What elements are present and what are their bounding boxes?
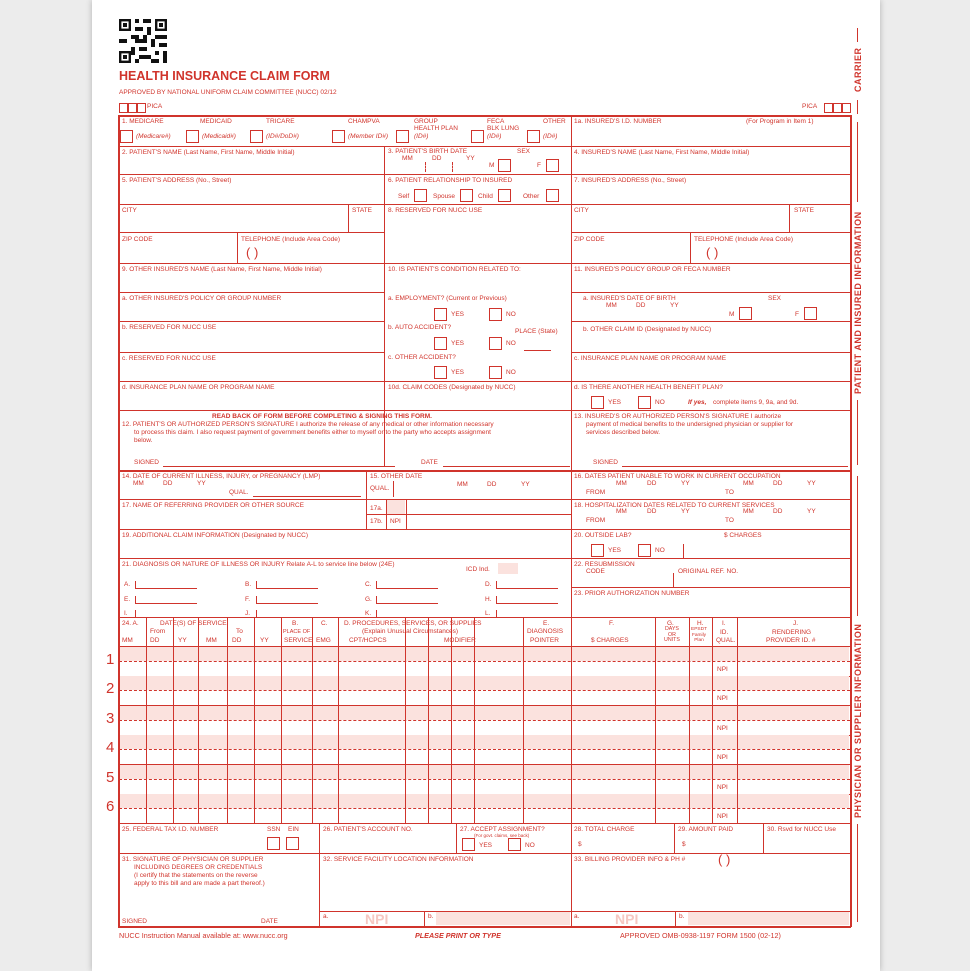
box10a-label: a. EMPLOYMENT? (Current or Previous) <box>388 295 507 302</box>
service-line-number: 3 <box>106 709 115 727</box>
box31-text-3: (I certify that the statements on the reverse <box>134 872 258 879</box>
box12-text-3: below. <box>134 437 153 444</box>
signed-label: SIGNED <box>134 459 159 466</box>
dd-label: DD <box>150 637 160 644</box>
diagnosis-label: DIAGNOSIS <box>527 628 564 635</box>
box12-text-2: to process this claim. I also request payment of government benefits either to myself or to the party who accepts assignment <box>134 429 491 436</box>
service-label: SERVICE <box>284 637 313 644</box>
yy-label: YY <box>466 155 475 162</box>
box13-text-1: 13. INSURED'S OR AUTHORIZED PERSON'S SIGNATURE I authorize <box>574 413 782 420</box>
charges-label: $ CHARGES <box>724 532 762 539</box>
other-rel-label: Other <box>523 193 540 200</box>
zip-label: ZIP CODE <box>122 236 153 243</box>
yes-label: YES <box>608 547 622 554</box>
provider-id-label: PROVIDER ID. # <box>766 637 816 644</box>
box31-text-1: 31. SIGNATURE OF PHYSICIAN OR SUPPLIER <box>122 856 264 863</box>
box14-label: 14. DATE OF CURRENT ILLNESS, INJURY, or PREGNANCY (LMP) <box>122 473 321 480</box>
feca-id-label: (ID#) <box>487 133 502 140</box>
box2-label: 2. PATIENT'S NAME (Last Name, First Name, Middle Initial) <box>122 149 295 156</box>
service-line-shaded-provider[interactable] <box>738 765 849 779</box>
box31-text-4: apply to this bill and are made a part thereof.) <box>134 880 265 887</box>
dollar-sign: $ <box>682 841 686 848</box>
yes-label: YES <box>451 369 465 376</box>
a-label: a. <box>323 913 329 920</box>
box24a-label: 24. A. <box>122 620 139 627</box>
box3-sex: SEX <box>517 148 531 155</box>
box9-label: 9. OTHER INSURED'S NAME (Last Name, First Name, Middle Initial) <box>122 266 322 273</box>
mm-label: MM <box>457 481 468 488</box>
diagnosis-letter: B. <box>245 581 252 588</box>
box13-text-2: payment of medical benefits to the undersigned physician or supplier for <box>586 421 794 428</box>
dd-label: DD <box>647 508 657 515</box>
dd-label: DD <box>773 508 783 515</box>
champva-id-label: (Member ID#) <box>348 133 389 140</box>
no-label: NO <box>525 842 535 849</box>
medicaid-id-label: (Medicaid#) <box>202 133 236 140</box>
group-checkbox[interactable] <box>396 130 409 143</box>
tel-label-2: TELEPHONE (Include Area Code) <box>694 236 793 243</box>
cpt-label: CPT/HCPCS <box>349 637 387 644</box>
yy-label: YY <box>807 508 816 515</box>
auto-no-checkbox[interactable] <box>489 337 502 350</box>
mm-label: MM <box>616 480 627 487</box>
tricare-id-label: (ID#/DoD#) <box>266 133 299 140</box>
employment-yes-checkbox[interactable] <box>434 308 447 321</box>
diagnosis-letter: E. <box>124 596 131 603</box>
dd-label: DD <box>647 480 657 487</box>
diagnosis-field[interactable] <box>496 603 558 604</box>
mm-label: MM <box>206 637 217 644</box>
ein-checkbox[interactable] <box>286 837 299 850</box>
box16-label: 16. DATES PATIENT UNABLE TO WORK IN CURRENT OCCUPATION <box>574 473 781 480</box>
box15-label: 15. OTHER DATE <box>370 473 423 480</box>
service-line-npi: NPI <box>717 666 728 673</box>
box28-label: 28. TOTAL CHARGE <box>574 826 635 833</box>
f-charges-label: $ CHARGES <box>591 637 629 644</box>
auto-yes-checkbox[interactable] <box>434 337 447 350</box>
pica-box[interactable] <box>137 103 146 113</box>
yy-label: YY <box>807 480 816 487</box>
yy-label: YY <box>670 302 679 309</box>
box24f-label: F. <box>609 620 615 627</box>
yy-label: YY <box>681 508 690 515</box>
service-line-number: 4 <box>106 739 115 757</box>
box1-feca: FECA <box>487 118 505 125</box>
box7-label: 7. INSURED'S ADDRESS (No., Street) <box>574 177 687 184</box>
group-id-label: (ID#) <box>414 133 429 140</box>
from-label: FROM <box>586 517 606 524</box>
dd-label: DD <box>487 481 497 488</box>
accept-yes-checkbox[interactable] <box>462 838 475 851</box>
box11-label: 11. INSURED'S POLICY GROUP OR FECA NUMBER <box>574 266 731 273</box>
side-label-carrier: CARRIER <box>853 47 863 92</box>
mm-label: MM <box>133 480 144 487</box>
service-line-npi: NPI <box>717 813 728 820</box>
box11b-label: b. OTHER CLAIM ID (Designated by NUCC) <box>583 326 712 333</box>
days-units-label: DAYS OR UNITS <box>664 626 680 643</box>
yy-label: YY <box>681 480 690 487</box>
to-label: TO <box>725 517 734 524</box>
spouse-checkbox[interactable] <box>460 189 473 202</box>
box24c-label: C. <box>321 620 328 627</box>
spouse-label: Spouse <box>433 193 456 200</box>
box1-other: OTHER <box>543 118 566 125</box>
service-line-number: 5 <box>106 768 115 786</box>
dollar-sign: $ <box>578 841 582 848</box>
box1-champva: CHAMPVA <box>348 118 380 125</box>
no-label: NO <box>506 340 516 347</box>
qual-label-2: QUAL. <box>370 485 390 492</box>
box19-label: 19. ADDITIONAL CLAIM INFORMATION (Designated by NUCC) <box>122 532 309 539</box>
dd-label: DD <box>636 302 646 309</box>
side-label-patient: PATIENT AND INSURED INFORMATION <box>853 211 863 394</box>
ssn-label: SSN <box>267 826 281 833</box>
box17-label: 17. NAME OF REFERRING PROVIDER OR OTHER SOURCE <box>122 502 305 509</box>
npi-watermark-2: NPI <box>615 911 639 927</box>
box23-label: 23. PRIOR AUTHORIZATION NUMBER <box>574 590 690 597</box>
state-label: STATE <box>352 207 372 214</box>
mm-label: MM <box>402 155 413 162</box>
other-plan-yes-checkbox[interactable] <box>591 396 604 409</box>
ssn-checkbox[interactable] <box>267 837 280 850</box>
service-line-shaded-provider[interactable] <box>738 706 849 720</box>
yes-label: YES <box>479 842 493 849</box>
pica-box[interactable] <box>842 103 851 113</box>
area-code-parens: ( ) <box>246 245 259 260</box>
state-label-2: STATE <box>794 207 814 214</box>
diagnosis-letter: J. <box>245 610 251 617</box>
box24d-note: (Explain Unusual Circumstances) <box>362 628 459 635</box>
original-ref-label: ORIGINAL REF. NO. <box>678 568 739 575</box>
pica-box[interactable] <box>833 103 842 113</box>
f-label: F <box>537 162 541 169</box>
yes-label: YES <box>451 340 465 347</box>
child-label: Child <box>478 193 493 200</box>
diagnosis-letter: C. <box>365 581 372 588</box>
mm-label: MM <box>743 480 754 487</box>
qr-code-icon <box>119 19 167 63</box>
ein-label: EIN <box>288 826 299 833</box>
id-qual-label: QUAL. <box>716 637 736 644</box>
box26-label: 26. PATIENT'S ACCOUNT NO. <box>323 826 413 833</box>
box17b-label: 17b. <box>370 518 383 525</box>
box24b-label: B. <box>292 620 299 627</box>
signed-label-3: SIGNED <box>122 918 147 925</box>
box11d-label: d. IS THERE ANOTHER HEALTH BENEFIT PLAN? <box>574 384 723 391</box>
box25-label: 25. FEDERAL TAX I.D. NUMBER <box>122 826 219 833</box>
pica-box[interactable] <box>119 103 128 113</box>
diagnosis-letter: G. <box>365 596 372 603</box>
from-col-label: From <box>150 628 166 635</box>
pica-left-label: PICA <box>147 103 163 110</box>
a-label-2: a. <box>574 913 580 920</box>
dd-label: DD <box>232 637 242 644</box>
medicare-checkbox[interactable] <box>120 130 133 143</box>
zip-label-2: ZIP CODE <box>574 236 605 243</box>
diagnosis-letter: A. <box>124 581 131 588</box>
box8-label: 8. RESERVED FOR NUCC USE <box>388 207 483 214</box>
id-label: ID. <box>720 629 729 636</box>
diagnosis-field[interactable] <box>496 588 558 589</box>
to-label: TO <box>725 489 734 496</box>
box1-feca-blk: BLK LUNG <box>487 125 520 132</box>
other-accident-yes-checkbox[interactable] <box>434 366 447 379</box>
box22-label: 22. RESUBMISSION <box>574 561 635 568</box>
patient-sex-f-checkbox[interactable] <box>546 159 559 172</box>
accept-no-checkbox[interactable] <box>508 838 521 851</box>
yy-label: YY <box>178 637 187 644</box>
box1a-label: 1a. INSURED'S I.D. NUMBER <box>574 118 662 125</box>
city-label-2: CITY <box>574 207 589 214</box>
other-plan-no-checkbox[interactable] <box>638 396 651 409</box>
if-yes-note: complete items 9, 9a, and 9d. <box>713 399 799 406</box>
box20-label: 20. OUTSIDE LAB? <box>574 532 632 539</box>
box33-label: 33. BILLING PROVIDER INFO & PH # <box>574 856 686 863</box>
box21-label: 21. DIAGNOSIS OR NATURE OF ILLNESS OR INJURY Relate A-L to service line below (24E) <box>122 561 395 568</box>
place-state-label: PLACE (State) <box>515 328 558 335</box>
diagnosis-field[interactable] <box>256 588 318 589</box>
insured-sex-m-checkbox[interactable] <box>739 307 752 320</box>
champva-checkbox[interactable] <box>332 130 345 143</box>
box27-note: (For govt. claims, see back) <box>474 833 530 838</box>
epsdt-label: EPSDT Family Plan <box>691 627 707 643</box>
box3-label: 3. PATIENT'S BIRTH DATE <box>388 148 468 155</box>
employment-no-checkbox[interactable] <box>489 308 502 321</box>
pica-box[interactable] <box>128 103 137 113</box>
box9d-label: d. INSURANCE PLAN NAME OR PROGRAM NAME <box>122 384 275 391</box>
yes-label: YES <box>608 399 622 406</box>
f-label-2: F <box>795 311 799 318</box>
medicaid-checkbox[interactable] <box>186 130 199 143</box>
self-label: Self <box>398 193 410 200</box>
box30-label: 30. Rsvd for NUCC Use <box>767 826 836 833</box>
diagnosis-letter: H. <box>485 596 492 603</box>
city-label: CITY <box>122 207 137 214</box>
sex-label-2: SEX <box>768 295 782 302</box>
box13-text-3: services described below. <box>586 429 661 436</box>
box1-group-health: HEALTH PLAN <box>414 125 458 132</box>
diagnosis-letter: I. <box>124 610 128 617</box>
diagnosis-field[interactable] <box>135 588 197 589</box>
service-line-shaded-provider[interactable] <box>738 735 849 749</box>
other-rel-checkbox[interactable] <box>546 189 559 202</box>
form-title: HEALTH INSURANCE CLAIM FORM <box>119 69 330 83</box>
m-label: M <box>489 162 495 169</box>
area-code-parens-3: ( ) <box>718 852 731 867</box>
box10-label: 10. IS PATIENT'S CONDITION RELATED TO: <box>388 266 521 273</box>
box11c-label: c. INSURANCE PLAN NAME OR PROGRAM NAME <box>574 355 727 362</box>
npi-watermark: NPI <box>365 911 389 927</box>
diagnosis-letter: D. <box>485 581 492 588</box>
diagnosis-letter: L. <box>485 610 491 617</box>
mm-label: MM <box>122 637 133 644</box>
pointer-label: POINTER <box>530 637 559 644</box>
service-line-npi: NPI <box>717 724 728 732</box>
yy-label: YY <box>197 480 206 487</box>
dates-of-service-label: DATE(S) OF SERVICE <box>160 620 227 627</box>
service-line-number: 1 <box>106 651 115 668</box>
mm-label: MM <box>743 508 754 515</box>
box10c-label: c. OTHER ACCIDENT? <box>388 354 456 361</box>
rendering-label: RENDERING <box>772 629 812 636</box>
diagnosis-field[interactable] <box>376 603 438 604</box>
box18-label: 18. HOSPITALIZATION DATES RELATED TO CURRENT SERVICES <box>574 502 775 509</box>
service-line-shaded-provider[interactable] <box>738 794 849 808</box>
box6-label: 6. PATIENT RELATIONSHIP TO INSURED <box>388 177 513 184</box>
box24g-label: G. <box>667 620 674 627</box>
service-line-npi: NPI <box>717 783 728 791</box>
pica-box[interactable] <box>824 103 833 113</box>
self-checkbox[interactable] <box>414 189 427 202</box>
box17a-label: 17a. <box>370 505 383 512</box>
omb-approval: APPROVED OMB-0938-1197 FORM 1500 (02-12) <box>620 931 781 940</box>
diagnosis-letter: K. <box>365 610 372 617</box>
service-line-shaded-provider[interactable] <box>738 676 849 690</box>
date-label-3: DATE <box>261 918 278 925</box>
box9b-label: b. RESERVED FOR NUCC USE <box>122 324 217 331</box>
box12-text-1: 12. PATIENT'S OR AUTHORIZED PERSON'S SIGNATURE I authorize the release of any medical or other information necessary <box>122 421 494 428</box>
box24h-label: H. <box>697 620 704 627</box>
nucc-manual-note: NUCC Instruction Manual available at: www.nucc.org <box>119 931 288 940</box>
qual-label: QUAL. <box>229 489 249 496</box>
signed-label-2: SIGNED <box>593 459 618 466</box>
diagnosis-field[interactable] <box>135 603 197 604</box>
date-label: DATE <box>421 459 438 466</box>
no-label: NO <box>506 311 516 318</box>
tel-label: TELEPHONE (Include Area Code) <box>241 236 340 243</box>
read-back-notice: READ BACK OF FORM BEFORE COMPLETING & SIGNING THIS FORM. <box>212 413 432 420</box>
child-checkbox[interactable] <box>498 189 511 202</box>
b-label-2: b. <box>679 913 685 920</box>
box1-tricare: TRICARE <box>266 118 295 125</box>
box10b-label: b. AUTO ACCIDENT? <box>388 324 452 331</box>
code-label: CODE <box>586 568 605 575</box>
npi-label: NPI <box>390 518 401 525</box>
box27-label: 27. ACCEPT ASSIGNMENT? <box>460 826 545 833</box>
box10d-label: 10d. CLAIM CODES (Designated by NUCC) <box>388 384 516 391</box>
other-accident-no-checkbox[interactable] <box>489 366 502 379</box>
mm-label: MM <box>616 508 627 515</box>
service-line-npi: NPI <box>717 754 728 762</box>
box9a-label: a. OTHER INSURED'S POLICY OR GROUP NUMBER <box>122 295 282 302</box>
no-label: NO <box>655 399 665 406</box>
mm-label: MM <box>606 302 617 309</box>
diagnosis-field[interactable] <box>376 588 438 589</box>
if-yes-label: If yes, <box>688 399 707 406</box>
dd-label: DD <box>773 480 783 487</box>
outside-lab-no-checkbox[interactable] <box>638 544 651 557</box>
box4-label: 4. INSURED'S NAME (Last Name, First Name, Middle Initial) <box>574 149 750 156</box>
diagnosis-letter: F. <box>245 596 251 603</box>
dd-label: DD <box>163 480 173 487</box>
icd-ind-label: ICD Ind. <box>466 566 490 573</box>
approval-line: APPROVED BY NATIONAL UNIFORM CLAIM COMMITTEE (NUCC) 02/12 <box>119 89 337 96</box>
box1-medicare: 1. MEDICARE <box>122 118 164 125</box>
diagnosis-field[interactable] <box>256 603 318 604</box>
insured-sex-f-checkbox[interactable] <box>804 307 817 320</box>
service-line-npi: NPI <box>717 695 728 703</box>
outside-lab-yes-checkbox[interactable] <box>591 544 604 557</box>
box24e-label: E. <box>543 620 550 627</box>
box24d-label: D. PROCEDURES, SERVICES, OR SUPPLIES <box>344 620 482 627</box>
box11a-label: a. INSURED'S DATE OF BIRTH <box>583 295 676 302</box>
box1a-note: (For Program in Item 1) <box>746 118 814 125</box>
print-type-note: PLEASE PRINT OR TYPE <box>415 931 501 940</box>
modifier-label: MODIFIER <box>444 637 476 644</box>
box32-label: 32. SERVICE FACILITY LOCATION INFORMATION <box>323 856 474 863</box>
box9c-label: c. RESERVED FOR NUCC USE <box>122 355 216 362</box>
area-code-parens-2: ( ) <box>706 245 719 260</box>
m-label-2: M <box>729 311 735 318</box>
service-line-number: 2 <box>106 680 115 698</box>
box1-medicaid: MEDICAID <box>200 118 232 125</box>
other-id-label: (ID#) <box>543 133 558 140</box>
side-label-physician: PHYSICIAN OR SUPPLIER INFORMATION <box>853 623 863 818</box>
no-label: NO <box>655 547 665 554</box>
to-col-label: To <box>236 628 243 635</box>
box29-label: 29. AMOUNT PAID <box>678 826 734 833</box>
other-checkbox[interactable] <box>527 130 540 143</box>
feca-checkbox[interactable] <box>471 130 484 143</box>
yy-label: YY <box>260 637 269 644</box>
box5-label: 5. PATIENT'S ADDRESS (No., Street) <box>122 177 232 184</box>
from-label: FROM <box>586 489 606 496</box>
box24j-label: J. <box>793 620 799 627</box>
emg-label: EMG <box>316 637 331 644</box>
box1-group: GROUP <box>414 118 438 125</box>
place-of-label: PLACE OF <box>283 629 311 635</box>
yes-label: YES <box>451 311 465 318</box>
box31-text-2: INCLUDING DEGREES OR CREDENTIALS <box>134 864 263 871</box>
service-line-shaded-provider[interactable] <box>738 647 849 661</box>
patient-sex-m-checkbox[interactable] <box>498 159 511 172</box>
no-label: NO <box>506 369 516 376</box>
tricare-checkbox[interactable] <box>250 130 263 143</box>
medicare-id-label: (Medicare#) <box>136 133 171 140</box>
service-line-number: 6 <box>106 798 115 815</box>
b-label: b. <box>428 913 434 920</box>
pica-right-label: PICA <box>802 103 818 110</box>
yy-label: YY <box>521 481 530 488</box>
dd-label: DD <box>432 155 442 162</box>
box24i-label: I. <box>722 620 726 627</box>
